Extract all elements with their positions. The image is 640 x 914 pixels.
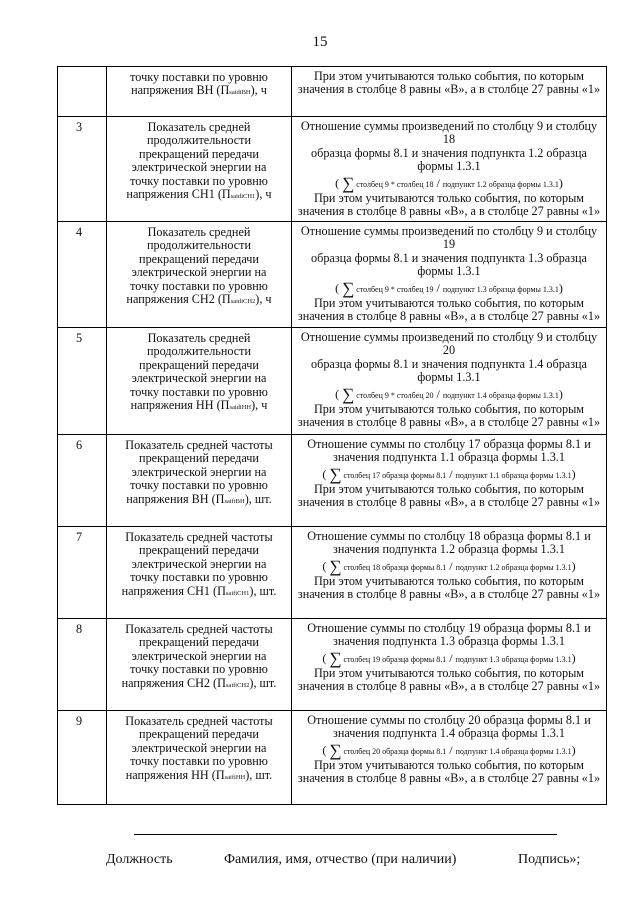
- indicator-name-text: точку поставки по уровню: [130, 70, 268, 84]
- indicator-symbol-subscript: saifiСН1: [225, 589, 250, 597]
- formula-close-paren: ): [558, 175, 563, 190]
- indicator-name-line: [111, 728, 287, 741]
- indicator-unit: ), шт.: [245, 767, 273, 782]
- indicator-symbol-subscript: saidiСН2: [230, 298, 256, 306]
- indicator-name-text: электрической энергии на: [131, 556, 267, 571]
- method-text-line: значения подпункта 1.4 образца формы 1.3.1: [333, 726, 565, 741]
- formula-summand: столбец 9 * столбец 19: [356, 284, 434, 294]
- indicator-name-line: [111, 715, 287, 728]
- method-text-line: значения подпункта 1.2 образца формы 1.3.1: [333, 542, 565, 557]
- method-text-line: формы 1.3.1: [417, 159, 481, 174]
- indicator-name-text: точку поставки по уровню: [130, 278, 268, 293]
- indicator-name-line: [111, 345, 287, 358]
- sigma-symbol: ∑: [342, 173, 355, 193]
- formula-slash: /: [433, 175, 443, 190]
- sigma-symbol: ∑: [329, 648, 342, 668]
- indicator-name-text: Показатель средней частоты: [125, 714, 273, 728]
- indicator-name-line: [111, 663, 287, 676]
- method-text-line: Отношение суммы произведений по столбцу 9 и столбцу 19: [300, 224, 598, 252]
- indicator-name-text: Показатель средней частоты: [125, 438, 273, 452]
- indicator-unit: ), ч: [250, 83, 267, 98]
- indicator-name-line: [111, 755, 287, 768]
- indicator-name-line: [111, 134, 287, 147]
- indicator-name-line: [111, 558, 287, 571]
- indicator-name-text: Показатель средней: [147, 225, 251, 239]
- formula: [295, 740, 603, 760]
- signature-line: [134, 834, 557, 835]
- indicator-unit: ), шт.: [249, 583, 277, 598]
- indicator-name-text: напряжения ВН (П: [126, 491, 225, 506]
- table-row: [58, 711, 607, 805]
- indicator-name-text: электрической энергии на: [131, 265, 267, 280]
- indicator-name-text: Показатель средней: [147, 331, 251, 345]
- page-number: 15: [312, 34, 328, 50]
- indicator-name-text: прекращений передачи: [139, 543, 259, 558]
- method-text-line: При этом учитываются только события, по которым: [314, 190, 584, 205]
- indicator-name-text: точку поставки по уровню: [130, 754, 268, 769]
- indicator-symbol-subscript: saidiНН: [229, 404, 252, 412]
- method-text-line: значения в столбце 8 равны «В», а в столбце 27 равны «1»: [297, 309, 601, 324]
- indicator-name-line: [111, 239, 287, 252]
- formula-summand: столбец 20 образца формы 8.1: [343, 746, 447, 756]
- method-text-line: При этом учитываются только события, по которым: [314, 757, 584, 772]
- indicator-name-line: [111, 372, 287, 385]
- indicator-name-line: [111, 175, 287, 188]
- formula-summand: столбец 18 образца формы 8.1: [343, 562, 447, 572]
- indicator-name-line: [111, 161, 287, 174]
- indicator-name-text: прекращений передачи: [139, 251, 259, 266]
- indicator-name-line: [111, 332, 287, 345]
- formula-close-paren: ): [571, 558, 576, 573]
- full-name-label: Фамилия, имя, отчество (при наличии): [224, 852, 457, 867]
- formula-close-paren: ): [571, 466, 576, 481]
- indicator-name-text: точку поставки по уровню: [130, 662, 268, 677]
- indicator-name-line: [111, 623, 287, 636]
- method-text-line: При этом учитываются только события, по которым: [314, 665, 584, 680]
- calculation-method: [292, 435, 607, 527]
- formula-summand: столбец 9 * столбец 18: [356, 179, 434, 189]
- indicator-name-text: Показатель средней частоты: [125, 622, 273, 636]
- indicator-name-text: Показатель средней: [147, 120, 251, 134]
- formula-open-paren: (: [335, 175, 343, 190]
- formula-open-paren: (: [322, 650, 330, 665]
- indicators-table: [57, 66, 607, 805]
- formula-divisor: подпункт 1.3 образца формы 1.3.1: [455, 654, 572, 664]
- indicator-name-text: продолжительности: [146, 344, 252, 359]
- indicator-name-text: Показатель средней частоты: [125, 530, 273, 544]
- indicator-name-line: [111, 677, 287, 692]
- formula-slash: /: [446, 742, 456, 757]
- indicator-name-text: электрической энергии на: [131, 740, 267, 755]
- table-row: [58, 435, 607, 527]
- formula-slash: /: [446, 558, 456, 573]
- indicator-name-line: [111, 531, 287, 544]
- indicator-name-text: точку поставки по уровню: [130, 570, 268, 585]
- indicator-name-text: прекращений передачи: [139, 146, 259, 161]
- indicator-unit: ), ч: [251, 398, 268, 413]
- method-text-line: значения в столбце 8 равны «В», а в столбце 27 равны «1»: [297, 495, 601, 510]
- calculation-method: [292, 619, 607, 711]
- row-number: 6: [58, 435, 107, 527]
- formula-divisor: подпункт 1.2 образца формы 1.3.1: [455, 562, 572, 572]
- indicator-name-text: точку поставки по уровню: [130, 478, 268, 493]
- formula-divisor: подпункт 1.1 образца формы 1.3.1: [455, 470, 572, 480]
- method-text-line: При этом учитываются только события, по которым: [314, 69, 584, 83]
- indicator-name-line: [111, 544, 287, 557]
- method-text-line: При этом учитываются только события, по которым: [314, 295, 584, 310]
- indicator-name-text: точку поставки по уровню: [130, 173, 268, 188]
- indicator-name-line: [111, 71, 287, 84]
- formula-divisor: подпункт 1.4 образца формы 1.3.1: [455, 746, 572, 756]
- signature-label: Подпись»;: [518, 852, 581, 867]
- sigma-symbol: ∑: [329, 464, 342, 484]
- table-row: [58, 619, 607, 711]
- table-row: [58, 117, 607, 222]
- method-text-line: значения подпункта 1.3 образца формы 1.3.1: [333, 634, 565, 649]
- formula-open-paren: (: [335, 386, 343, 401]
- indicator-name: [107, 711, 292, 805]
- indicator-name-text: точку поставки по уровню: [130, 384, 268, 399]
- method-text-line: При этом учитываются только события, по которым: [314, 481, 584, 496]
- row-number: 3: [58, 117, 107, 222]
- row-number: 5: [58, 328, 107, 435]
- method-text-line: формы 1.3.1: [417, 370, 481, 385]
- indicator-name-text: электрической энергии на: [131, 648, 267, 663]
- formula: [295, 384, 603, 404]
- indicator-name-line: [111, 479, 287, 492]
- method-text-line: образца формы 8.1 и значения подпункта 1.2 образца: [311, 145, 587, 160]
- method-text-line: При этом учитываются только события, по которым: [314, 573, 584, 588]
- indicator-name-text: продолжительности: [146, 238, 252, 253]
- indicator-name-text: прекращений передачи: [139, 451, 259, 466]
- method-text-line: значения в столбце 8 равны «В», а в столбце 27 равны «1»: [297, 82, 601, 97]
- sigma-symbol: ∑: [342, 278, 355, 298]
- indicator-name-line: [111, 585, 287, 600]
- indicator-name-line: [111, 439, 287, 452]
- calculation-method: [292, 328, 607, 435]
- indicator-name-line: [111, 466, 287, 479]
- row-number: 9: [58, 711, 107, 805]
- indicator-name-text: напряжения СН1 (П: [126, 187, 231, 202]
- indicator-name: [107, 328, 292, 435]
- indicator-name-text: напряжения СН1 (П: [121, 583, 226, 598]
- indicator-name-line: [111, 84, 287, 99]
- method-text-line: образца формы 8.1 и значения подпункта 1.3 образца: [311, 250, 587, 265]
- indicator-name-line: [111, 359, 287, 372]
- indicator-name-line: [111, 636, 287, 649]
- formula-divisor: подпункт 1.4 образца формы 1.3.1: [442, 390, 559, 400]
- calculation-method: [292, 222, 607, 328]
- table-row: [58, 222, 607, 328]
- table-row: [58, 67, 607, 117]
- indicator-symbol-subscript: saidiВН: [229, 89, 251, 97]
- method-text-line: Отношение суммы произведений по столбцу 9 и столбцу 20: [300, 330, 598, 358]
- formula-close-paren: ): [571, 650, 576, 665]
- formula-summand: столбец 17 образца формы 8.1: [343, 470, 447, 480]
- indicator-name-line: [111, 399, 287, 414]
- indicator-name-line: [111, 769, 287, 784]
- indicator-name-text: напряжения СН2 (П: [121, 675, 226, 690]
- indicator-name-text: прекращений передачи: [139, 727, 259, 742]
- method-text-line: образца формы 8.1 и значения подпункта 1.4 образца: [311, 356, 587, 371]
- formula-summand: столбец 9 * столбец 20: [356, 390, 434, 400]
- formula-open-paren: (: [322, 558, 330, 573]
- indicator-name-text: электрической энергии на: [131, 160, 267, 175]
- indicator-name-line: [111, 386, 287, 399]
- indicator-name-text: электрической энергии на: [131, 371, 267, 386]
- formula-close-paren: ): [558, 280, 563, 295]
- indicator-unit: ), шт.: [244, 491, 272, 506]
- method-text-line: формы 1.3.1: [417, 264, 481, 279]
- indicator-name-text: прекращений передачи: [139, 357, 259, 372]
- calculation-method: [292, 67, 607, 117]
- formula-close-paren: ): [571, 742, 576, 757]
- indicator-name-line: [111, 226, 287, 239]
- indicator-name-line: [111, 650, 287, 663]
- row-number: [58, 67, 107, 117]
- indicator-name: [107, 222, 292, 328]
- row-number: 4: [58, 222, 107, 328]
- indicator-symbol-subscript: saifiСН2: [225, 681, 250, 689]
- indicator-name-text: напряжения НН (П: [125, 767, 225, 782]
- method-text-line: Отношение суммы произведений по столбцу 9 и столбцу 18: [300, 119, 598, 147]
- formula-divisor: подпункт 1.2 образца формы 1.3.1: [442, 179, 559, 189]
- indicator-unit: ), ч: [255, 187, 272, 202]
- indicator-name-text: продолжительности: [146, 133, 252, 148]
- formula-divisor: подпункт 1.3 образца формы 1.3.1: [442, 284, 559, 294]
- indicator-symbol-subscript: saifiНН: [224, 773, 246, 781]
- method-text-line: Отношение суммы по столбцу 17 образца формы 8.1 и: [307, 437, 591, 451]
- calculation-method: [292, 117, 607, 222]
- method-text-line: значения в столбце 8 равны «В», а в столбце 27 равны «1»: [297, 679, 601, 694]
- indicator-name-line: [111, 571, 287, 584]
- calculation-method: [292, 527, 607, 619]
- indicator-name-text: напряжения ВН (П: [131, 83, 230, 98]
- indicator-symbol-subscript: saifiВН: [224, 497, 245, 505]
- position-label: Должность: [106, 852, 173, 867]
- indicator-name: [107, 67, 292, 117]
- indicator-name-text: электрической энергии на: [131, 464, 267, 479]
- row-number: 8: [58, 619, 107, 711]
- formula-summand: столбец 19 образца формы 8.1: [343, 654, 447, 664]
- sigma-symbol: ∑: [342, 384, 355, 404]
- method-text-line: значения в столбце 8 равны «В», а в столбце 27 равны «1»: [297, 204, 601, 219]
- calculation-method: [292, 711, 607, 805]
- indicator-name-text: напряжения НН (П: [130, 398, 230, 413]
- method-text-line: значения подпункта 1.1 образца формы 1.3.1: [333, 450, 565, 465]
- indicator-name-line: [111, 253, 287, 266]
- indicator-symbol-subscript: saidiСН1: [230, 193, 256, 201]
- indicator-name-line: [111, 148, 287, 161]
- indicator-name: [107, 117, 292, 222]
- method-text-line: При этом учитываются только события, по которым: [314, 401, 584, 416]
- formula: [295, 648, 603, 668]
- formula: [295, 556, 603, 576]
- formula-open-paren: (: [322, 466, 330, 481]
- indicator-name: [107, 619, 292, 711]
- indicator-name-text: прекращений передачи: [139, 635, 259, 650]
- indicator-name-line: [111, 121, 287, 134]
- formula: [295, 278, 603, 298]
- table-row: [58, 527, 607, 619]
- method-text-line: Отношение суммы по столбцу 18 образца формы 8.1 и: [307, 529, 591, 543]
- indicator-name-line: [111, 452, 287, 465]
- indicator-name-line: [111, 188, 287, 203]
- sigma-symbol: ∑: [329, 740, 342, 760]
- formula: [295, 464, 603, 484]
- formula: [295, 173, 603, 193]
- method-text-line: Отношение суммы по столбцу 20 образца формы 8.1 и: [307, 713, 591, 727]
- indicator-name-line: [111, 293, 287, 308]
- formula-open-paren: (: [322, 742, 330, 757]
- method-text-line: значения в столбце 8 равны «В», а в столбце 27 равны «1»: [297, 415, 601, 430]
- formula-close-paren: ): [558, 386, 563, 401]
- indicator-name: [107, 527, 292, 619]
- indicator-name: [107, 435, 292, 527]
- formula-open-paren: (: [335, 280, 343, 295]
- indicator-unit: ), шт.: [249, 675, 277, 690]
- indicator-name-line: [111, 493, 287, 508]
- formula-slash: /: [446, 650, 456, 665]
- sigma-symbol: ∑: [329, 556, 342, 576]
- formula-slash: /: [446, 466, 456, 481]
- formula-slash: /: [433, 386, 443, 401]
- row-number: 7: [58, 527, 107, 619]
- indicator-name-line: [111, 280, 287, 293]
- indicator-name-line: [111, 266, 287, 279]
- table-row: [58, 328, 607, 435]
- indicator-unit: ), ч: [255, 292, 272, 307]
- method-text-line: Отношение суммы по столбцу 19 образца формы 8.1 и: [307, 621, 591, 635]
- indicator-name-text: напряжения СН2 (П: [126, 292, 231, 307]
- indicator-name-line: [111, 742, 287, 755]
- formula-slash: /: [433, 280, 443, 295]
- method-text-line: значения в столбце 8 равны «В», а в столбце 27 равны «1»: [297, 771, 601, 786]
- method-text-line: значения в столбце 8 равны «В», а в столбце 27 равны «1»: [297, 587, 601, 602]
